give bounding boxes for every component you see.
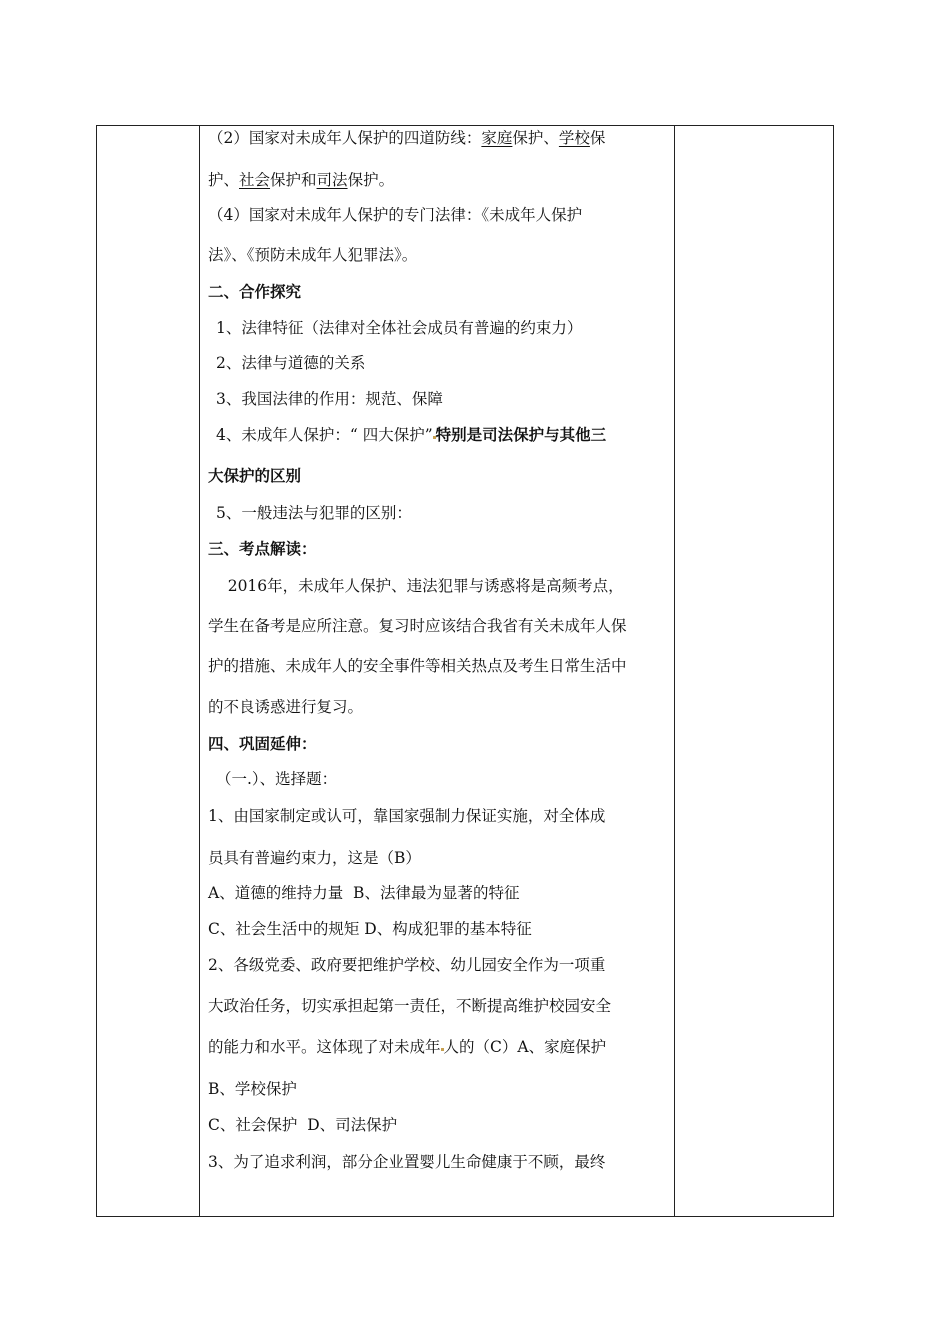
- paragraph-laws: （4）国家对未成年人保护的专门法律：《未成年人保护: [208, 206, 583, 224]
- paragraph-exam: 学生在备考是应所注意。复习时应该结合我省有关未成年人保: [208, 617, 627, 635]
- underlined-judicial: 司法: [316, 171, 348, 189]
- underlined-school: 学校: [558, 129, 590, 147]
- column-divider-left: [199, 126, 200, 1216]
- question-1: 1、由国家制定或认可，靠国家强制力保证实施，对全体成: [208, 807, 606, 825]
- paragraph-exam: 2016年，未成年人保护、违法犯罪与诱惑将是高频考点，: [208, 577, 624, 595]
- list-item-cont: 大保护的区别: [208, 467, 302, 485]
- paragraph-exam: 的不良诱惑进行复习。: [208, 698, 364, 716]
- list-item: 2、法律与道德的关系: [216, 354, 366, 372]
- list-item: 1、法律特征（法律对全体社会成员有普遍的约束力）: [216, 319, 583, 337]
- question-3: 3、为了追求利润，部分企业置婴儿生命健康于不顾，最终: [208, 1153, 606, 1171]
- paragraph-defense-lines-cont: 护、社会保护和司法保护。: [208, 171, 395, 189]
- question-1-cont: 员具有普遍约束力，这是（B）: [208, 849, 421, 867]
- heading-consolidate: 四、巩固延伸：: [208, 735, 317, 753]
- paragraph-exam: 护的措施、未成年人的安全事件等相关热点及考生日常生活中: [208, 657, 627, 675]
- question-1-options: C、社会生活中的规矩 D、构成犯罪的基本特征: [208, 920, 532, 938]
- heading-exam-points: 三、考点解读：: [208, 540, 317, 558]
- question-2-cont: 的能力和水平。这体现了对未成年 人的（C）A、家庭保护: [208, 1038, 607, 1056]
- list-item: 5、一般违法与犯罪的区别：: [216, 504, 412, 522]
- question-1-options: A、道德的维持力量 B、法律最为显著的特征: [208, 884, 520, 902]
- list-item: 4、未成年人保护：“ 四大保护” 特别是司法保护与其他三: [216, 426, 607, 444]
- heading-cooperation: 二、合作探究: [208, 283, 302, 301]
- column-divider-right: [674, 126, 675, 1216]
- question-2: 2、各级党委、政府要把维护学校、幼儿园安全作为一项重: [208, 956, 606, 974]
- subheading-choice: （一.）、选择题：: [216, 770, 338, 788]
- question-2-options: B、学校保护: [208, 1080, 297, 1098]
- underlined-family: 家庭: [481, 129, 513, 147]
- question-2-cont: 大政治任务，切实承担起第一责任，不断提高维护校园安全: [208, 997, 612, 1015]
- paragraph-defense-lines: （2）国家对未成年人保护的四道防线：家庭保护、学校保: [208, 129, 606, 147]
- question-2-options: C、社会保护 D、司法保护: [208, 1116, 398, 1134]
- paragraph-laws-cont: 法》、《预防未成年人犯罪法》。: [208, 246, 418, 264]
- underlined-society: 社会: [239, 171, 271, 189]
- list-item: 3、我国法律的作用：规范、保障: [216, 390, 443, 408]
